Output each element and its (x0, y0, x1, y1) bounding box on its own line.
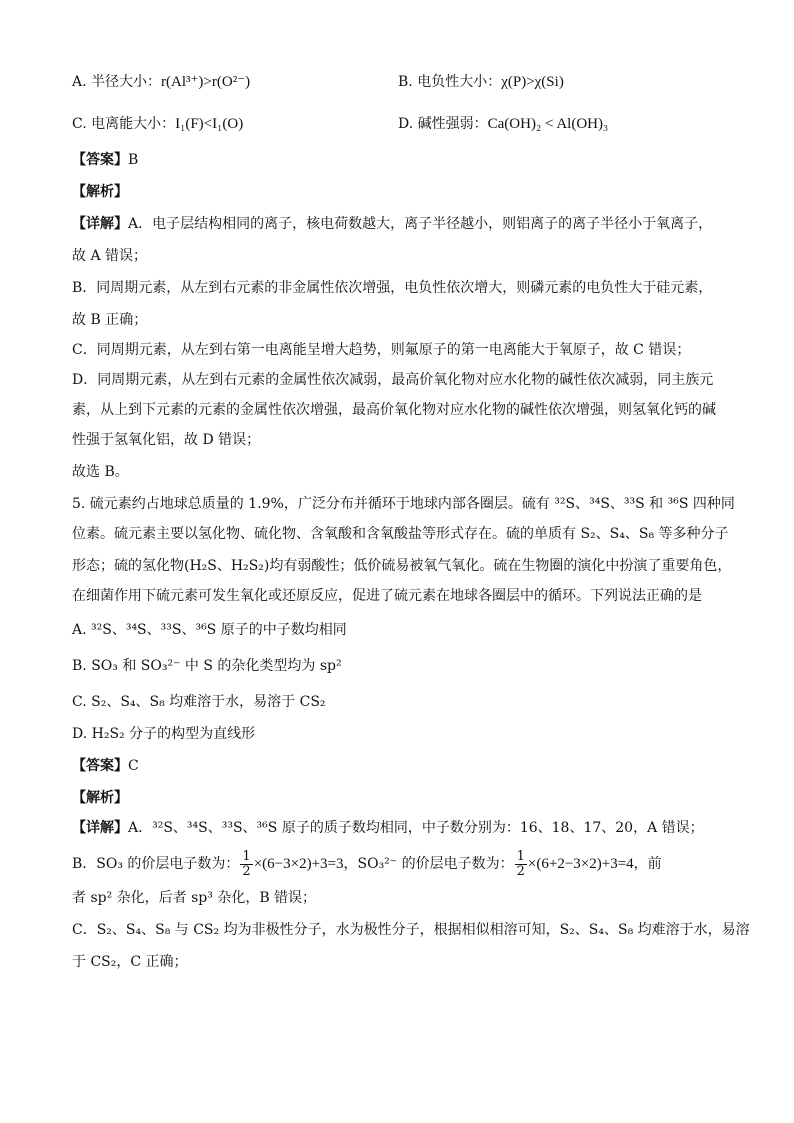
q5-stem-line-1: 位素。硫元素主要以氢化物、硫化物、含氧酸和含氧酸盐等形式存在。硫的单质有 S₂、S₄、S₈ 等多种分子 (72, 526, 729, 542)
q5-stem-line-2: 形态；硫的氢化物(H₂S、H₂S₂)均有弱酸性；低价硫易被氧气氧化。硫在生物圈的演化中扮演了重要角色， (72, 558, 732, 574)
q4-option-d: D. 碱性强弱：Ca(OH)₂ < Al(OH)₃ (398, 116, 609, 132)
q4-detail-line-5: D．同周期元素，从左到右元素的金属性依次减弱，最高价氧化物对应水化物的碱性依次减弱，同主族元 (72, 372, 714, 388)
q4-option-a-math: r(Al³⁺)>r(O²⁻) (161, 74, 251, 90)
q4-detail-line-7: 性强于氢氧化铝，故 D 错误； (72, 432, 261, 448)
q5-analysis-tag: 【解析】 (72, 790, 128, 806)
q5-detail-b: B．SO₃ 的价层电子数为： $\frac{1}{2}$ ×(6−3×2)+3=3，SO₃²⁻ 的价层电子数为： $\frac{1}{2}$ ×(6+2−3×2)+3=4，前 (72, 848, 662, 879)
q4-option-b: B. 电负性大小：χ(P)>χ(Si) (398, 74, 564, 90)
q5-detail-c-line2: 于 CS₂，C 正确； (72, 954, 188, 970)
fraction-one-half: $\frac{1}{2}$ (516, 848, 525, 879)
q4-detail-line-0: 【详解】A．电子层结构相同的离子，核电荷数越大，离子半径越小，则铝离子的离子半径小于氧离子， (72, 216, 713, 232)
q4-option-d-math: Ca(OH)₂ < Al(OH)₃ (487, 116, 609, 132)
q5-option-c: C. S₂、S₄、S₈ 均难溶于水，易溶于 CS₂ (72, 694, 326, 710)
fraction-one-half: $\frac{1}{2}$ (242, 848, 251, 879)
answer-tag: 【答案】 (72, 152, 128, 168)
q4-detail-line-2: B．同周期元素，从左到右元素的非金属性依次增强，电负性依次增大，则磷元素的电负性大于硅元素， (72, 280, 713, 296)
q4-option-a: A. 半径大小：r(Al³⁺)>r(O²⁻) (72, 74, 251, 90)
q4-detail-line-1: 故 A 错误； (72, 248, 148, 264)
q4-detail-line-3: 故 B 正确； (72, 312, 148, 328)
q4-analysis-tag: 【解析】 (72, 184, 128, 200)
q5-stem-line-3: 在细菌作用下硫元素可发生氧化或还原反应，促进了硫元素在地球各圈层中的循环。下列说法正确的是 (72, 588, 702, 604)
detail-tag: 【详解】 (72, 820, 128, 836)
q4-option-b-math: χ(P)>χ(Si) (501, 74, 564, 90)
answer-tag: 【答案】 (72, 758, 128, 774)
q5-option-d: D. H₂S₂ 分子的构型为直线形 (72, 726, 256, 742)
q4-detail-line-4: C．同周期元素，从左到右第一电离能呈增大趋势，则氟原子的第一电离能大于氧原子，故 C 错误； (72, 342, 691, 358)
q5-option-b: B. SO₃ 和 SO₃²⁻ 中 S 的杂化类型均为 sp² (72, 658, 342, 674)
q5-option-a: A. ³²S、³⁴S、³³S、³⁶S 原子的中子数均相同 (72, 622, 347, 638)
q4-answer (72, 150, 138, 170)
q5-stem-line-0: 5. 硫元素约占地球总质量的 1.9%，广泛分布并循环于地球内部各圈层。硫有 ³²S、³⁴S、³³S 和 ³⁶S 四种同 (72, 496, 735, 512)
answer-value: C (128, 758, 139, 774)
q5-detail-a: 【详解】A．³²S、³⁴S、³³S、³⁶S 原子的质子数均相同，中子数分别为：16、18、17、20，A 错误； (72, 820, 704, 836)
q4-detail-line-8: 故选 B。 (72, 464, 129, 480)
q5-detail-b-line2: 者 sp² 杂化，后者 sp³ 杂化，B 错误； (72, 890, 317, 906)
detail-tag: 【详解】 (72, 216, 128, 232)
q4-detail-line-6: 素，从上到下元素的元素的金属性依次增强，最高价氧化物对应水化物的碱性依次增强，则氢氧化钙的碱 (72, 402, 716, 418)
q4-option-c: C. 电离能大小：I₁(F)<I₁(O) (72, 116, 244, 132)
q5-answer (72, 756, 139, 776)
q5-detail-c-line1: C．S₂、S₄、S₈ 与 CS₂ 均为非极性分子，水为极性分子，根据相似相溶可知，S₂、S₄、S₈ 均难溶于水，易溶 (72, 922, 750, 938)
answer-value: B (128, 152, 139, 168)
q4-option-c-math: I₁(F)<I₁(O) (175, 116, 244, 132)
